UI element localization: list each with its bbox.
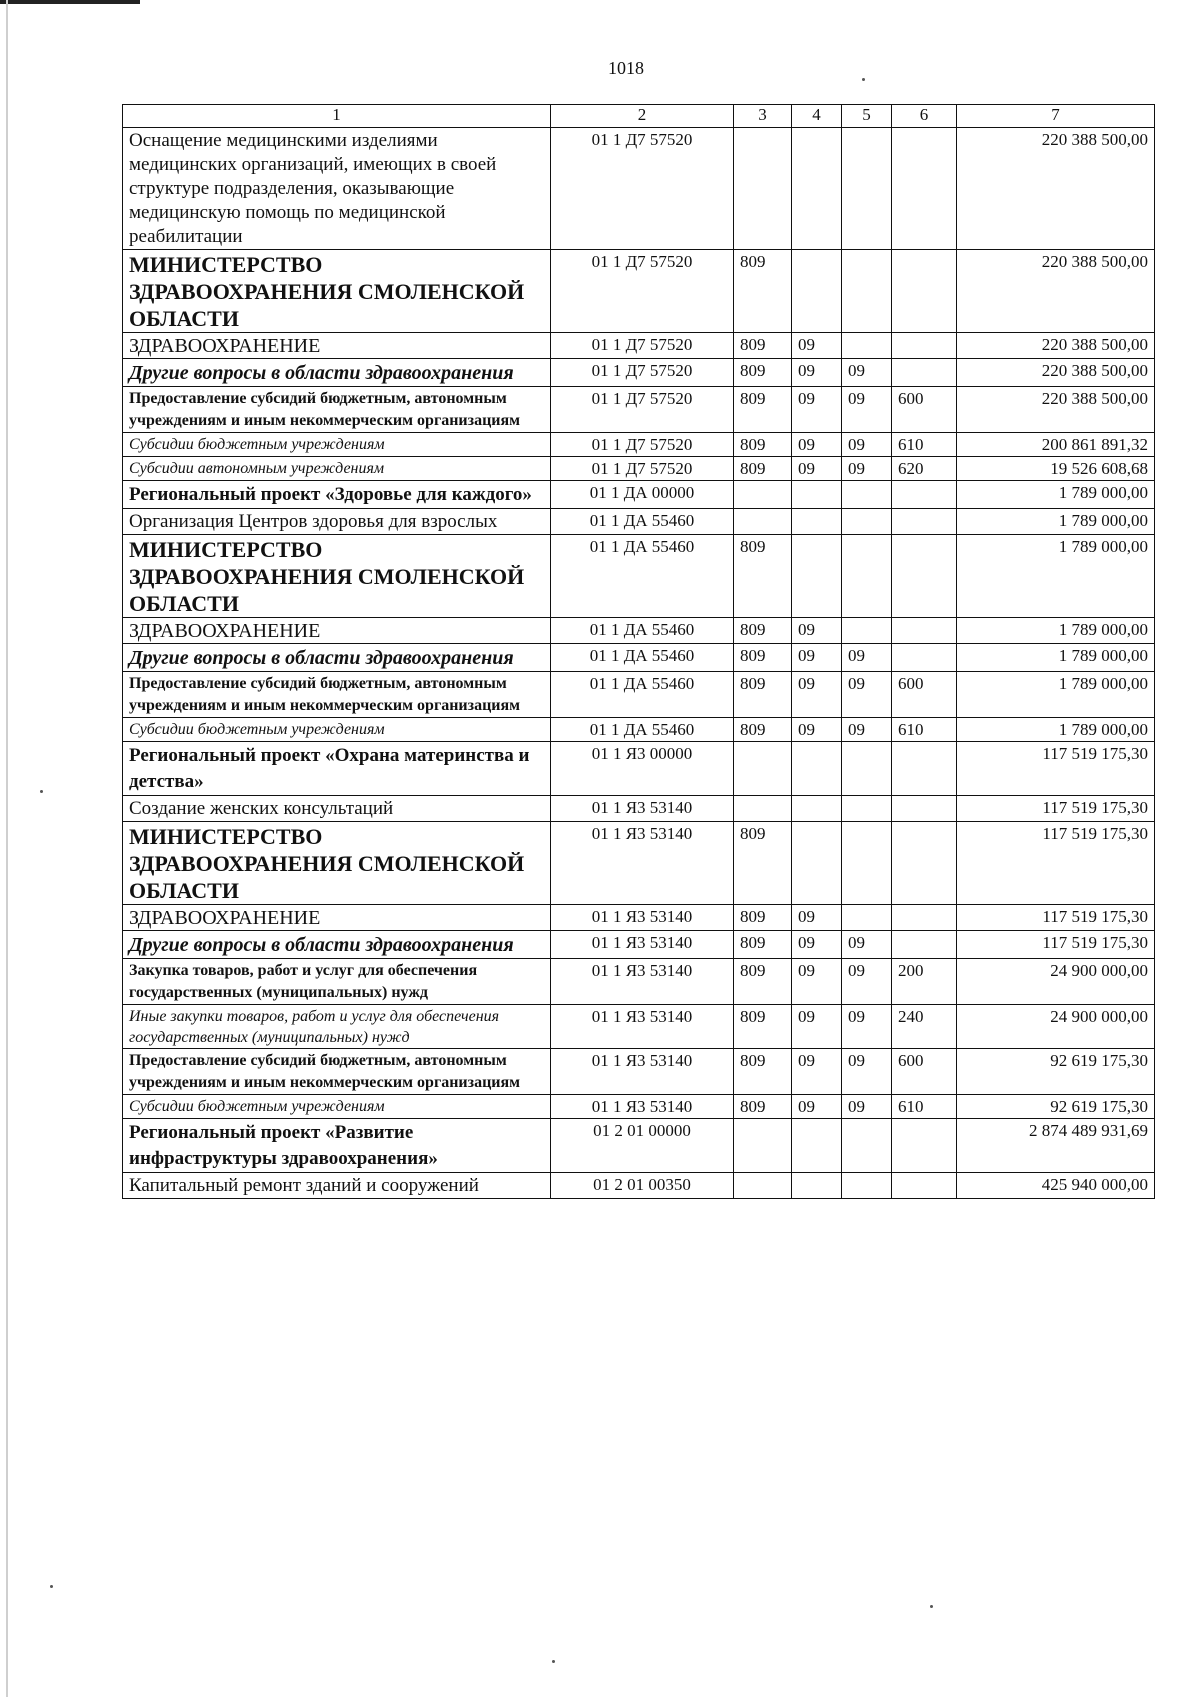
- scan-edge-left: [6, 0, 8, 1697]
- row-expense-type: [892, 535, 957, 618]
- row-amount: 1 789 000,00: [957, 481, 1155, 509]
- row-admin-code: 809: [734, 387, 792, 433]
- row-amount: 220 388 500,00: [957, 333, 1155, 359]
- row-section-code: [792, 481, 842, 509]
- table-header-row: [123, 105, 1155, 128]
- table-row: [123, 644, 1155, 672]
- row-section-code: [792, 535, 842, 618]
- row-subsection-code: [842, 796, 892, 822]
- row-admin-code: [734, 481, 792, 509]
- row-name: Субсидии бюджетным учреждениям: [123, 1095, 551, 1119]
- table-row: [123, 618, 1155, 644]
- row-section-code: [792, 742, 842, 796]
- row-admin-code: 809: [734, 1095, 792, 1119]
- row-name: Другие вопросы в области здравоохранения: [123, 359, 551, 387]
- row-name: Оснащение медицинскими изделиями медицинских организаций, имеющих в своей структуре подразделения, оказывающие медицинскую помощь по медицинской реабилитации: [123, 128, 551, 250]
- row-section-code: 09: [792, 1005, 842, 1049]
- row-target-code: 01 1 Я3 00000: [551, 742, 734, 796]
- table-row: [123, 822, 1155, 905]
- budget-table: [122, 104, 1155, 1199]
- row-name: Предоставление субсидий бюджетным, автономным учреждениям и иным некоммерческим организациям: [123, 387, 551, 433]
- row-target-code: 01 1 Я3 53140: [551, 931, 734, 959]
- scan-edge-top: [0, 0, 140, 4]
- row-target-code: 01 1 Я3 53140: [551, 959, 734, 1005]
- header-cell: 3: [734, 105, 792, 128]
- table-row: [123, 509, 1155, 535]
- row-amount: 1 789 000,00: [957, 618, 1155, 644]
- row-expense-type: [892, 822, 957, 905]
- row-amount: 24 900 000,00: [957, 1005, 1155, 1049]
- row-section-code: [792, 250, 842, 333]
- scan-speck: [930, 1605, 933, 1608]
- row-subsection-code: 09: [842, 433, 892, 457]
- row-section-code: [792, 796, 842, 822]
- row-amount: 117 519 175,30: [957, 905, 1155, 931]
- row-name: ЗДРАВООХРАНЕНИЕ: [123, 905, 551, 931]
- row-subsection-code: [842, 509, 892, 535]
- row-section-code: [792, 128, 842, 250]
- table-row: [123, 905, 1155, 931]
- row-target-code: 01 1 Д7 57520: [551, 433, 734, 457]
- row-amount: 1 789 000,00: [957, 535, 1155, 618]
- row-expense-type: [892, 742, 957, 796]
- table-row: [123, 387, 1155, 433]
- row-name: Предоставление субсидий бюджетным, автономным учреждениям и иным некоммерческим организациям: [123, 672, 551, 718]
- row-section-code: 09: [792, 333, 842, 359]
- row-subsection-code: [842, 128, 892, 250]
- row-admin-code: 809: [734, 333, 792, 359]
- row-subsection-code: 09: [842, 672, 892, 718]
- row-expense-type: 610: [892, 1095, 957, 1119]
- row-target-code: 01 1 ДА 55460: [551, 618, 734, 644]
- row-expense-type: [892, 128, 957, 250]
- row-amount: 117 519 175,30: [957, 931, 1155, 959]
- row-section-code: 09: [792, 644, 842, 672]
- row-target-code: 01 1 Д7 57520: [551, 359, 734, 387]
- row-target-code: 01 1 Я3 53140: [551, 905, 734, 931]
- row-subsection-code: 09: [842, 931, 892, 959]
- row-expense-type: [892, 509, 957, 535]
- row-expense-type: [892, 481, 957, 509]
- row-name: Предоставление субсидий бюджетным, автономным учреждениям и иным некоммерческим организациям: [123, 1049, 551, 1095]
- row-admin-code: [734, 509, 792, 535]
- table-row: [123, 672, 1155, 718]
- row-target-code: 01 1 Я3 53140: [551, 796, 734, 822]
- row-name: Капитальный ремонт зданий и сооружений: [123, 1173, 551, 1199]
- row-subsection-code: 09: [842, 457, 892, 481]
- table-row: [123, 1095, 1155, 1119]
- row-expense-type: [892, 359, 957, 387]
- row-subsection-code: 09: [842, 359, 892, 387]
- table-row: [123, 718, 1155, 742]
- row-subsection-code: [842, 1119, 892, 1173]
- row-expense-type: [892, 796, 957, 822]
- row-admin-code: [734, 1119, 792, 1173]
- row-name: Региональный проект «Здоровье для каждого»: [123, 481, 551, 509]
- scan-speck: [40, 790, 43, 793]
- row-target-code: 01 1 Д7 57520: [551, 457, 734, 481]
- row-amount: 1 789 000,00: [957, 672, 1155, 718]
- row-target-code: 01 1 ДА 00000: [551, 481, 734, 509]
- row-admin-code: 809: [734, 1005, 792, 1049]
- row-admin-code: 809: [734, 618, 792, 644]
- row-name: Субсидии бюджетным учреждениям: [123, 718, 551, 742]
- row-expense-type: [892, 644, 957, 672]
- row-target-code: 01 1 Д7 57520: [551, 387, 734, 433]
- row-subsection-code: [842, 535, 892, 618]
- row-subsection-code: [842, 905, 892, 931]
- row-target-code: 01 1 Я3 53140: [551, 1049, 734, 1095]
- row-amount: 1 789 000,00: [957, 718, 1155, 742]
- row-subsection-code: 09: [842, 1049, 892, 1095]
- row-amount: 117 519 175,30: [957, 822, 1155, 905]
- row-expense-type: 200: [892, 959, 957, 1005]
- row-subsection-code: [842, 333, 892, 359]
- row-name: Другие вопросы в области здравоохранения: [123, 644, 551, 672]
- row-admin-code: 809: [734, 931, 792, 959]
- row-subsection-code: 09: [842, 718, 892, 742]
- table-row: [123, 1049, 1155, 1095]
- row-admin-code: 809: [734, 433, 792, 457]
- row-name: Региональный проект «Развитие инфраструктуры здравоохранения»: [123, 1119, 551, 1173]
- row-amount: 1 789 000,00: [957, 509, 1155, 535]
- table-row: [123, 433, 1155, 457]
- row-section-code: 09: [792, 1095, 842, 1119]
- row-section-code: 09: [792, 618, 842, 644]
- row-section-code: 09: [792, 718, 842, 742]
- row-admin-code: 809: [734, 457, 792, 481]
- row-target-code: 01 1 ДА 55460: [551, 509, 734, 535]
- row-section-code: 09: [792, 457, 842, 481]
- scan-speck: [50, 1585, 53, 1588]
- row-amount: 425 940 000,00: [957, 1173, 1155, 1199]
- table-row: [123, 481, 1155, 509]
- row-section-code: 09: [792, 959, 842, 1005]
- row-target-code: 01 2 01 00000: [551, 1119, 734, 1173]
- row-subsection-code: 09: [842, 959, 892, 1005]
- row-amount: 1 789 000,00: [957, 644, 1155, 672]
- row-expense-type: 240: [892, 1005, 957, 1049]
- row-expense-type: 600: [892, 672, 957, 718]
- row-section-code: 09: [792, 931, 842, 959]
- row-section-code: [792, 509, 842, 535]
- row-name: МИНИСТЕРСТВО ЗДРАВООХРАНЕНИЯ СМОЛЕНСКОЙ ОБЛАСТИ: [123, 535, 551, 618]
- row-expense-type: [892, 618, 957, 644]
- row-expense-type: 600: [892, 1049, 957, 1095]
- row-admin-code: 809: [734, 1049, 792, 1095]
- row-amount: 2 874 489 931,69: [957, 1119, 1155, 1173]
- row-subsection-code: [842, 822, 892, 905]
- row-subsection-code: 09: [842, 1095, 892, 1119]
- row-subsection-code: [842, 742, 892, 796]
- row-admin-code: [734, 742, 792, 796]
- row-name: ЗДРАВООХРАНЕНИЕ: [123, 618, 551, 644]
- row-expense-type: [892, 333, 957, 359]
- row-admin-code: 809: [734, 359, 792, 387]
- row-amount: 200 861 891,32: [957, 433, 1155, 457]
- row-amount: 220 388 500,00: [957, 359, 1155, 387]
- row-expense-type: [892, 250, 957, 333]
- row-subsection-code: [842, 1173, 892, 1199]
- row-expense-type: 610: [892, 718, 957, 742]
- row-target-code: 01 1 Д7 57520: [551, 333, 734, 359]
- row-target-code: 01 1 ДА 55460: [551, 535, 734, 618]
- row-admin-code: 809: [734, 718, 792, 742]
- row-amount: 117 519 175,30: [957, 796, 1155, 822]
- row-expense-type: [892, 1119, 957, 1173]
- row-admin-code: 809: [734, 905, 792, 931]
- table-row: [123, 333, 1155, 359]
- row-name: Организация Центров здоровья для взрослых: [123, 509, 551, 535]
- row-target-code: 01 1 Д7 57520: [551, 128, 734, 250]
- row-target-code: 01 1 Д7 57520: [551, 250, 734, 333]
- row-section-code: 09: [792, 905, 842, 931]
- row-section-code: 09: [792, 359, 842, 387]
- row-name: Региональный проект «Охрана материнства и детства»: [123, 742, 551, 796]
- row-name: Субсидии автономным учреждениям: [123, 457, 551, 481]
- table-row: [123, 457, 1155, 481]
- row-target-code: 01 1 Я3 53140: [551, 822, 734, 905]
- table-row: [123, 1005, 1155, 1049]
- row-target-code: 01 1 Я3 53140: [551, 1095, 734, 1119]
- header-cell: 6: [892, 105, 957, 128]
- row-name: МИНИСТЕРСТВО ЗДРАВООХРАНЕНИЯ СМОЛЕНСКОЙ ОБЛАСТИ: [123, 822, 551, 905]
- table-row: [123, 742, 1155, 796]
- row-subsection-code: 09: [842, 644, 892, 672]
- row-admin-code: 809: [734, 644, 792, 672]
- row-amount: 220 388 500,00: [957, 128, 1155, 250]
- row-section-code: [792, 1173, 842, 1199]
- header-cell: 7: [957, 105, 1155, 128]
- table-row: [123, 1173, 1155, 1199]
- row-name: ЗДРАВООХРАНЕНИЕ: [123, 333, 551, 359]
- header-cell: 1: [123, 105, 551, 128]
- row-expense-type: [892, 905, 957, 931]
- row-name: Создание женских консультаций: [123, 796, 551, 822]
- row-subsection-code: 09: [842, 387, 892, 433]
- header-cell: 4: [792, 105, 842, 128]
- table-row: [123, 250, 1155, 333]
- row-section-code: 09: [792, 1049, 842, 1095]
- row-target-code: 01 2 01 00350: [551, 1173, 734, 1199]
- row-subsection-code: [842, 250, 892, 333]
- row-section-code: 09: [792, 387, 842, 433]
- row-admin-code: 809: [734, 959, 792, 1005]
- row-name: Иные закупки товаров, работ и услуг для обеспечения государственных (муниципальных) нужд: [123, 1005, 551, 1049]
- header-cell: 5: [842, 105, 892, 128]
- row-admin-code: [734, 796, 792, 822]
- row-subsection-code: 09: [842, 1005, 892, 1049]
- row-target-code: 01 1 ДА 55460: [551, 644, 734, 672]
- page-number: 1018: [608, 58, 644, 78]
- scan-speck: [552, 1660, 555, 1663]
- table-row: [123, 1119, 1155, 1173]
- row-amount: 92 619 175,30: [957, 1095, 1155, 1119]
- row-admin-code: 809: [734, 822, 792, 905]
- row-admin-code: 809: [734, 672, 792, 718]
- table-row: [123, 535, 1155, 618]
- row-name: МИНИСТЕРСТВО ЗДРАВООХРАНЕНИЯ СМОЛЕНСКОЙ ОБЛАСТИ: [123, 250, 551, 333]
- row-subsection-code: [842, 618, 892, 644]
- table-row: [123, 359, 1155, 387]
- row-name: Закупка товаров, работ и услуг для обеспечения государственных (муниципальных) нужд: [123, 959, 551, 1005]
- row-expense-type: [892, 1173, 957, 1199]
- row-expense-type: 600: [892, 387, 957, 433]
- table-row: [123, 959, 1155, 1005]
- row-amount: 220 388 500,00: [957, 250, 1155, 333]
- row-amount: 220 388 500,00: [957, 387, 1155, 433]
- header-cell: 2: [551, 105, 734, 128]
- row-name: Другие вопросы в области здравоохранения: [123, 931, 551, 959]
- row-expense-type: 610: [892, 433, 957, 457]
- row-section-code: [792, 1119, 842, 1173]
- row-subsection-code: [842, 481, 892, 509]
- row-expense-type: [892, 931, 957, 959]
- row-admin-code: [734, 128, 792, 250]
- row-target-code: 01 1 ДА 55460: [551, 718, 734, 742]
- table-row: [123, 931, 1155, 959]
- row-section-code: 09: [792, 672, 842, 718]
- table-row: [123, 796, 1155, 822]
- row-admin-code: 809: [734, 535, 792, 618]
- row-section-code: 09: [792, 433, 842, 457]
- row-amount: 92 619 175,30: [957, 1049, 1155, 1095]
- row-amount: 117 519 175,30: [957, 742, 1155, 796]
- row-amount: 24 900 000,00: [957, 959, 1155, 1005]
- row-target-code: 01 1 ДА 55460: [551, 672, 734, 718]
- table-row: [123, 128, 1155, 250]
- row-admin-code: [734, 1173, 792, 1199]
- row-target-code: 01 1 Я3 53140: [551, 1005, 734, 1049]
- row-amount: 19 526 608,68: [957, 457, 1155, 481]
- row-expense-type: 620: [892, 457, 957, 481]
- row-name: Субсидии бюджетным учреждениям: [123, 433, 551, 457]
- row-admin-code: 809: [734, 250, 792, 333]
- row-section-code: [792, 822, 842, 905]
